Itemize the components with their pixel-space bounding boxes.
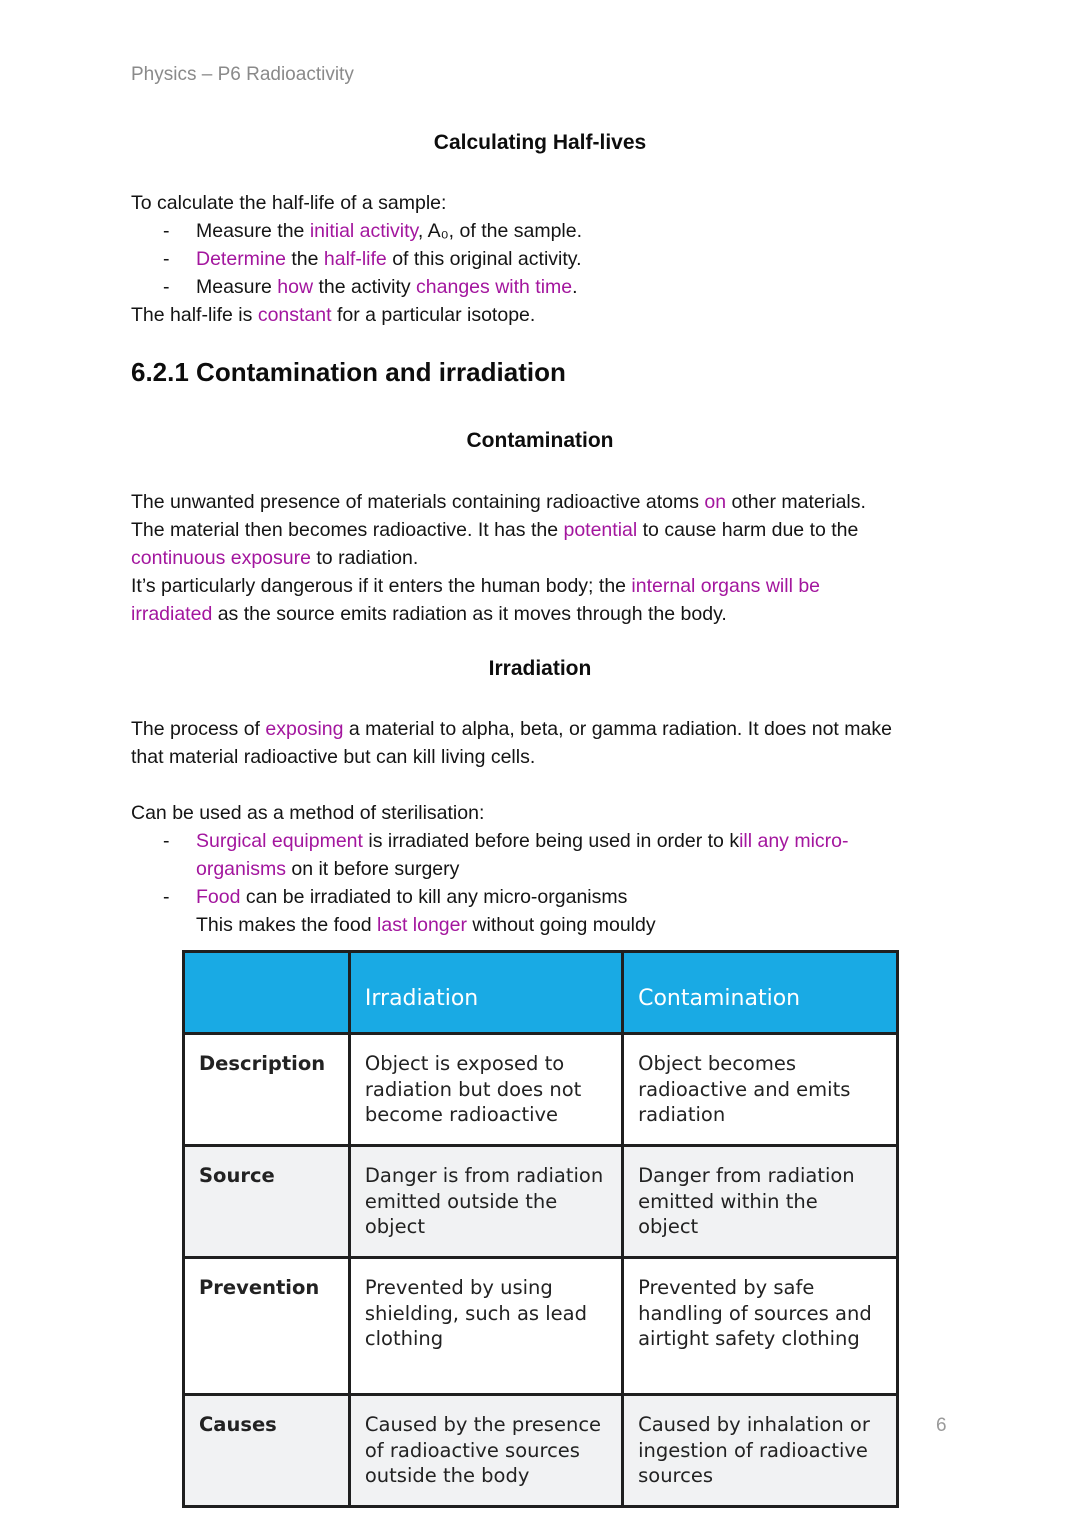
text: a material to alpha, beta, or gamma radiation. It does not make <box>343 718 892 740</box>
table-row <box>184 1395 898 1507</box>
highlight-text: ill any micro- <box>739 830 849 852</box>
half-lives-heading: Calculating Half-lives <box>433 131 647 154</box>
row-label: Description <box>184 1034 350 1146</box>
table-cell: Prevented by safe handling of sources and airtight safety clothing <box>623 1258 898 1395</box>
text: Measure the <box>196 220 310 242</box>
bullet-dash: - <box>163 830 170 852</box>
text: the activity <box>313 276 417 298</box>
section-heading: 6.2.1 Contamination and irradiation <box>131 357 566 387</box>
text: the <box>285 248 324 270</box>
table-cell: Danger is from radiation emitted outside the object <box>349 1146 622 1258</box>
highlight-text: irradiated <box>131 603 213 625</box>
row-label: Source <box>184 1146 350 1258</box>
column-header-irradiation: Irradiation <box>349 952 622 1034</box>
text: on it before surgery <box>285 858 460 880</box>
half-lives-intro: To calculate the half-life of a sample: <box>131 192 447 214</box>
table-row <box>184 1258 898 1395</box>
table-row <box>184 1146 898 1258</box>
highlight-text: Determine <box>196 248 286 270</box>
highlight-text: half-life <box>323 248 387 270</box>
text: is irradiated before being used in order to k <box>362 830 740 852</box>
highlight-text: organisms <box>196 858 286 880</box>
text: as the source emits radiation as it moves through the body. <box>212 603 727 625</box>
table-row <box>184 1034 898 1146</box>
contamination-paragraph <box>131 488 951 628</box>
text: The material then becomes radioactive. It has the <box>131 519 564 541</box>
text: for a particular isotope. <box>331 304 536 326</box>
text: that material radioactive but can kill living cells. <box>131 746 536 768</box>
text: The half-life is <box>131 304 258 326</box>
half-lives-section <box>131 189 951 329</box>
bullet-dash: - <box>163 220 170 242</box>
highlight-text: changes with time <box>416 276 573 298</box>
highlight-text: on <box>704 491 727 513</box>
text: The process of <box>131 718 266 740</box>
table-cell: Caused by inhalation or ingestion of radioactive sources <box>623 1395 898 1507</box>
highlight-text: Food <box>196 886 241 908</box>
table-cell: Object is exposed to radiation but does not become radioactive <box>349 1034 622 1146</box>
text: without going mouldy <box>466 914 656 936</box>
page-number: 6 <box>936 1415 947 1436</box>
highlight-text: potential <box>563 519 638 541</box>
half-lives-closing <box>131 301 951 329</box>
text: can be irradiated to kill any micro-organisms <box>240 886 628 908</box>
highlight-text: initial activity <box>309 220 418 242</box>
text: , A₀, of the sample. <box>417 220 583 242</box>
highlight-text: how <box>277 276 314 298</box>
bullet-dash: - <box>163 248 170 270</box>
table-header-row <box>184 952 898 1034</box>
column-header-contamination: Contamination <box>623 952 898 1034</box>
irradiation-paragraph <box>131 715 951 939</box>
highlight-text: Surgical equipment <box>196 830 363 852</box>
table-cell: Object becomes radioactive and emits radiation <box>623 1034 898 1146</box>
table-cell: Prevented by using shielding, such as lead clothing <box>349 1258 622 1395</box>
list-item <box>131 273 951 301</box>
irradiation-heading: Irradiation <box>488 657 592 680</box>
highlight-text: constant <box>257 304 332 326</box>
highlight-text: last longer <box>377 914 467 936</box>
text: Measure <box>196 276 278 298</box>
text: It’s particularly dangerous if it enters the human body; the <box>131 575 632 597</box>
text: The unwanted presence of materials containing radioactive atoms <box>131 491 705 513</box>
bullet-dash: - <box>163 276 170 298</box>
contamination-heading: Contamination <box>466 429 614 452</box>
list-item <box>131 217 951 245</box>
sterilisation-intro: Can be used as a method of sterilisation: <box>131 802 485 824</box>
text: This makes the food <box>196 914 378 936</box>
highlight-text: internal organs will be <box>631 575 821 597</box>
text: of this original activity. <box>386 248 582 270</box>
table-cell: Caused by the presence of radioactive sources outside the body <box>349 1395 622 1507</box>
document-header: Physics – P6 Radioactivity <box>131 64 354 85</box>
text: to radiation. <box>310 547 419 569</box>
highlight-text: continuous exposure <box>131 547 311 569</box>
column-header <box>184 952 350 1034</box>
bullet-dash: - <box>163 886 170 908</box>
text: to cause harm due to the <box>637 519 859 541</box>
row-label: Causes <box>184 1395 350 1507</box>
comparison-table <box>182 950 899 1508</box>
list-item <box>131 827 951 883</box>
row-label: Prevention <box>184 1258 350 1395</box>
list-item <box>131 245 951 273</box>
text: . <box>572 276 578 298</box>
highlight-text: exposing <box>265 718 344 740</box>
list-item <box>131 883 951 939</box>
text: other materials. <box>726 491 866 513</box>
table-cell: Danger from radiation emitted within the object <box>623 1146 898 1258</box>
